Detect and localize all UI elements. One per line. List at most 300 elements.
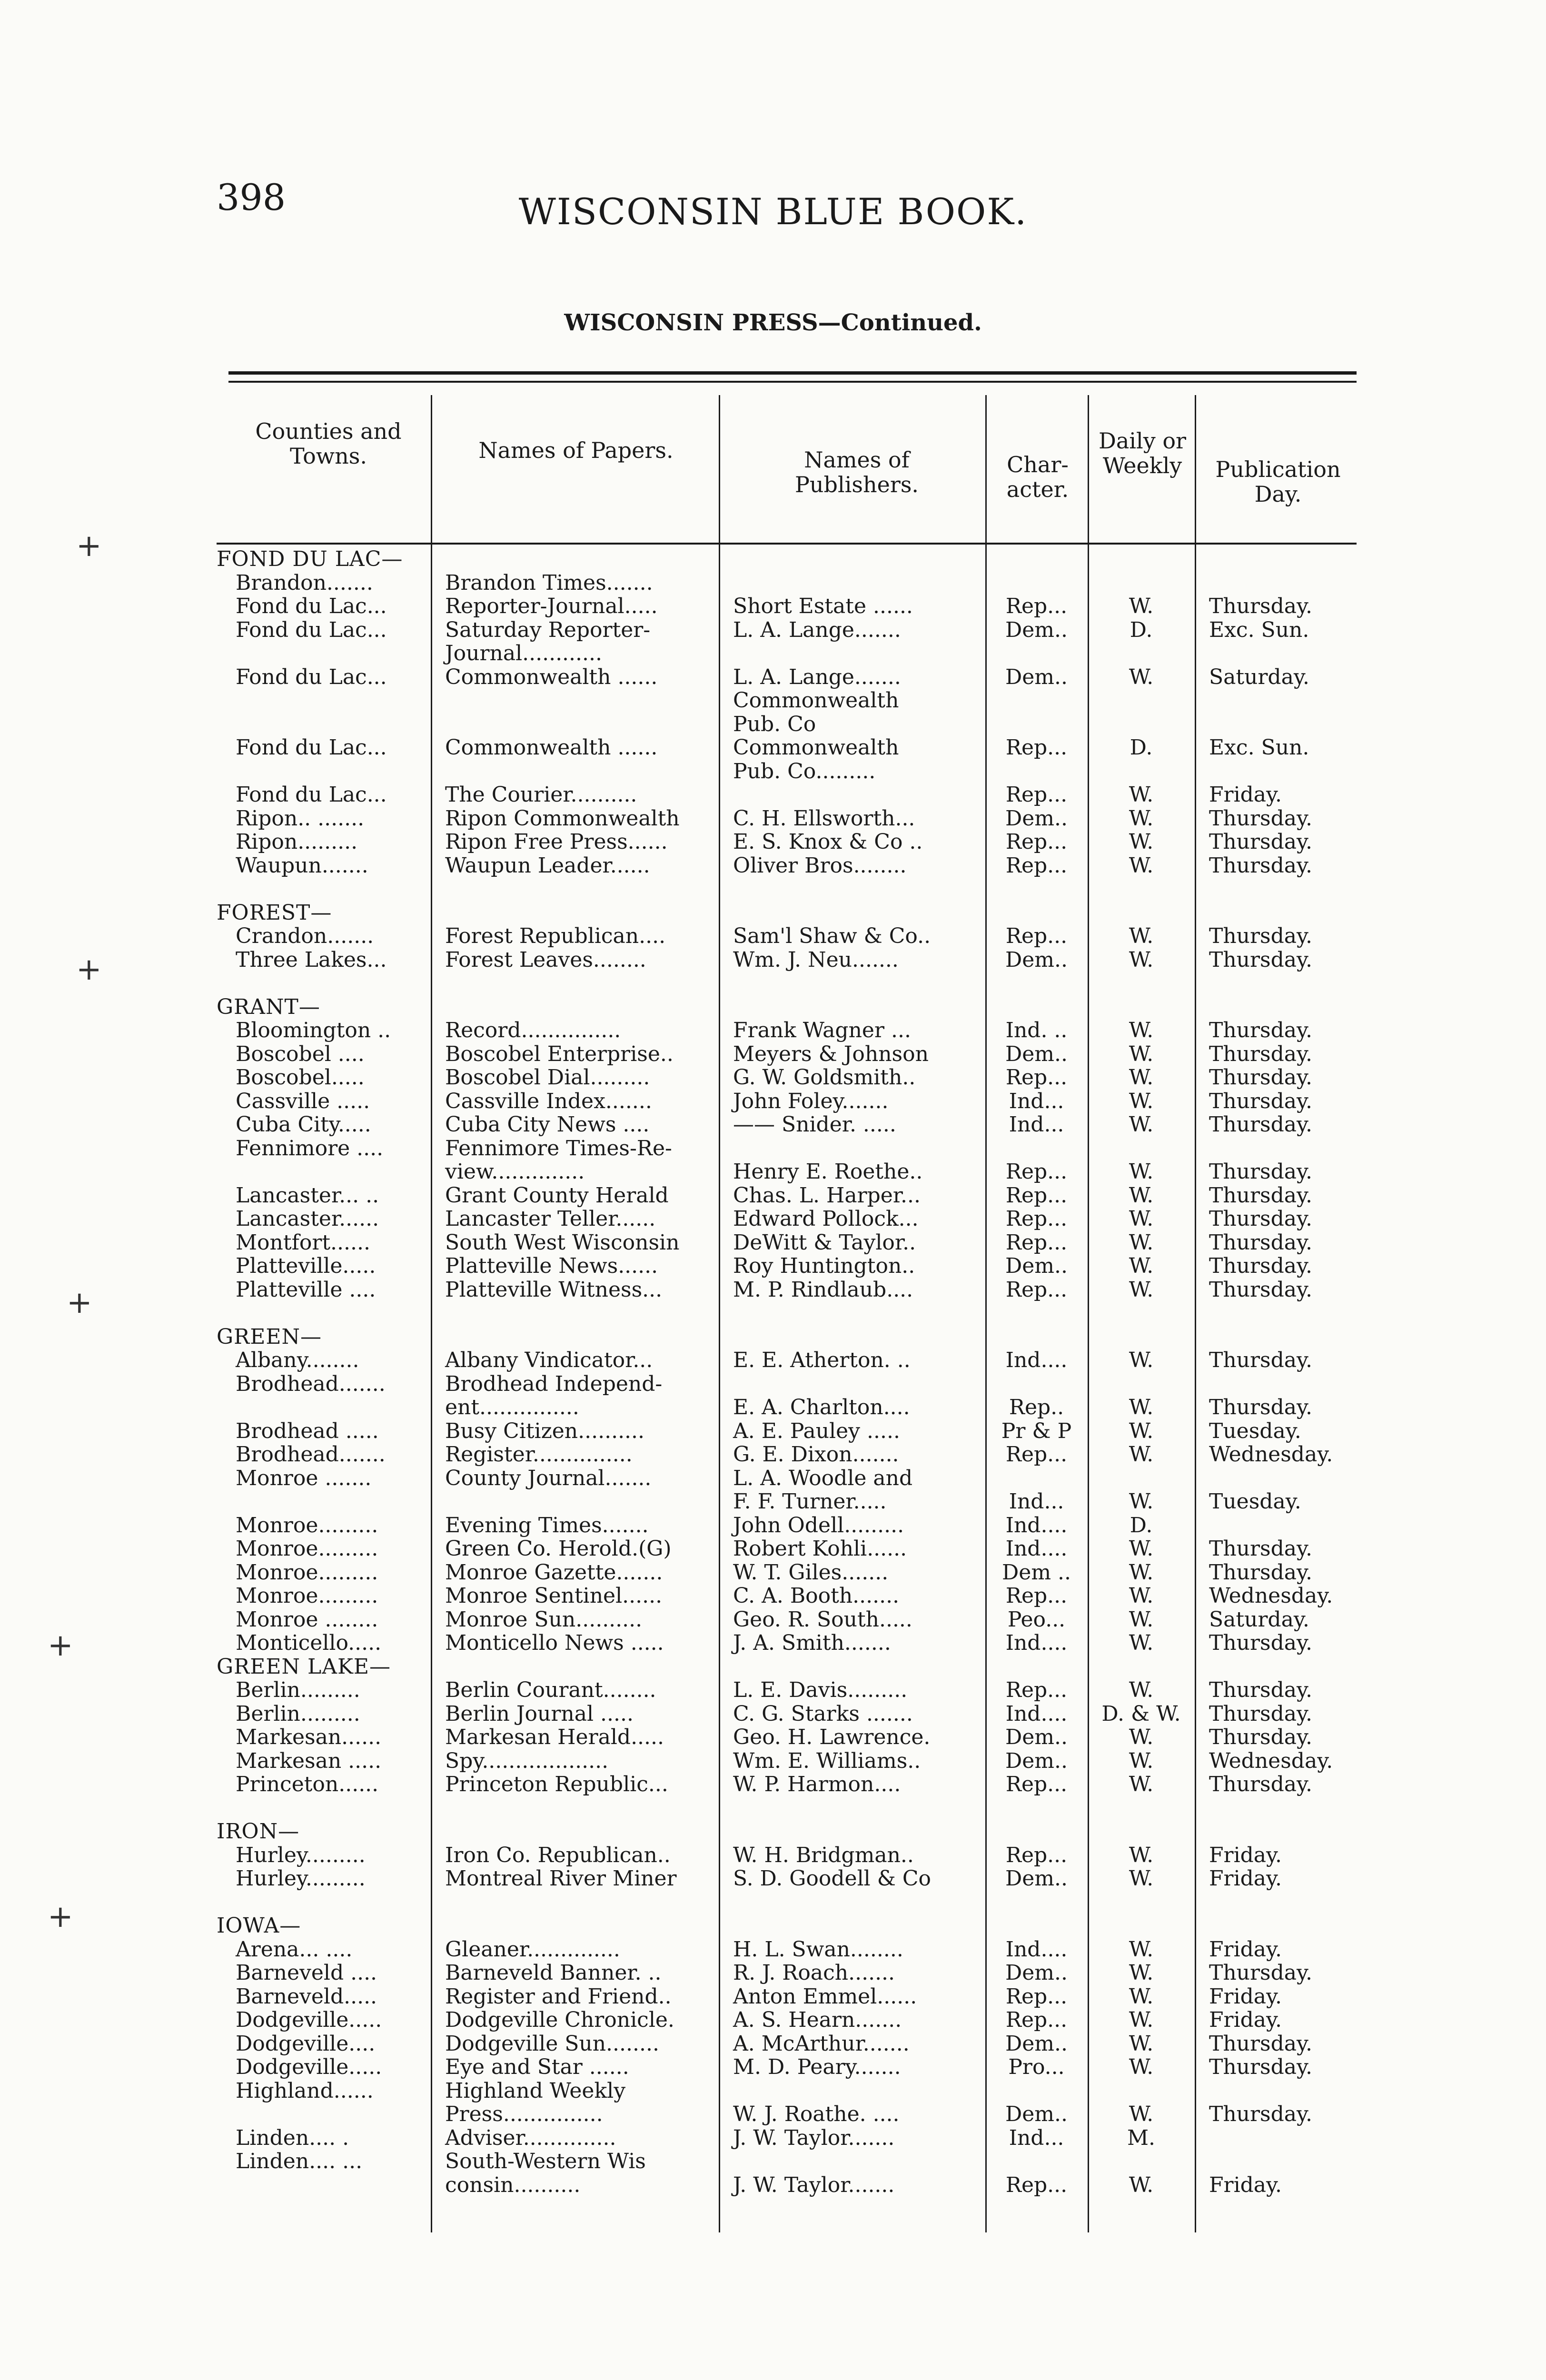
day-cell: [1195, 877, 1361, 901]
town-cell: Dodgeville....: [236, 2031, 376, 2056]
character-cell: Rep...: [1005, 1843, 1068, 1867]
header-frequency: Daily or Weekly: [1098, 428, 1187, 478]
paper-cell: County Journal.......: [445, 1466, 652, 1490]
publisher-cell: C. G. Starks .......: [733, 1701, 913, 1726]
town-cell: Cuba City.....: [236, 1112, 371, 1137]
character-cell: Rep...: [1005, 1230, 1068, 1255]
day-cell: [1195, 547, 1361, 571]
character-cell: Rep...: [1005, 1584, 1068, 1608]
day-cell: Thursday.: [1209, 1065, 1313, 1090]
table-row: [0, 1019, 1546, 1042]
paper-cell: Commonwealth ......: [445, 664, 658, 689]
town-cell: Monroe.........: [236, 1513, 378, 1537]
publisher-cell: [719, 2079, 985, 2103]
table-row: [0, 1490, 1546, 1514]
table-row: [0, 1372, 1546, 1396]
county-heading: FOREST—: [217, 900, 332, 925]
publisher-cell: M. P. Rindlaub....: [733, 1277, 913, 1302]
publisher-cell: L. A. Woodle and: [733, 1466, 913, 1490]
day-cell: Thursday.: [1209, 1631, 1313, 1655]
town-cell: Princeton......: [236, 1772, 379, 1796]
paper-cell: Commonwealth ......: [445, 735, 658, 760]
character-cell: [985, 1891, 1088, 1914]
publisher-cell: [719, 972, 985, 995]
paper-cell: [431, 1325, 719, 1349]
paper-cell: Spy...................: [445, 1748, 609, 1773]
character-cell: [985, 901, 1088, 925]
character-cell: Ind. ..: [1005, 1018, 1068, 1042]
frequency-cell: W.: [1129, 1207, 1154, 1231]
paper-cell: Press...............: [445, 2102, 603, 2126]
frequency-cell: [1088, 760, 1195, 783]
county-heading: IOWA—: [217, 1914, 301, 1938]
table-row: [0, 1608, 1546, 1632]
frequency-cell: W.: [1129, 1866, 1154, 1891]
frequency-cell: W.: [1129, 1961, 1154, 1985]
table-row: [0, 1844, 1546, 1867]
county-heading: GREEN LAKE—: [217, 1654, 391, 1679]
day-cell: Thursday.: [1209, 1160, 1313, 1184]
table-row: [0, 1254, 1546, 1278]
day-cell: [1195, 972, 1361, 995]
publisher-cell: Roy Huntington..: [733, 1254, 915, 1278]
table-row: [0, 1514, 1546, 1537]
frequency-cell: W.: [1129, 924, 1154, 948]
publisher-cell: Pub. Co.........: [733, 759, 876, 783]
paper-cell: Adviser..............: [445, 2125, 616, 2150]
table-row: [0, 783, 1546, 807]
town-cell: [217, 1396, 431, 1419]
paper-cell: Fennimore Times-Re-: [445, 1136, 672, 1160]
town-cell: Waupun.......: [236, 853, 368, 878]
day-cell: Friday.: [1209, 783, 1282, 807]
margin-mark: +: [76, 952, 102, 987]
header-rule: [217, 543, 1357, 545]
paper-cell: Register...............: [445, 1442, 633, 1467]
town-cell: Fond du Lac...: [236, 617, 387, 642]
day-cell: Thursday.: [1209, 1395, 1313, 1419]
publisher-cell: A. McArthur.......: [733, 2031, 910, 2056]
publisher-cell: G. E. Dixon.......: [733, 1442, 899, 1467]
table-row: [0, 595, 1546, 618]
town-cell: Ripon.........: [236, 830, 358, 854]
frequency-cell: [1088, 1655, 1195, 1679]
frequency-cell: [1088, 689, 1195, 713]
publisher-cell: Sam'l Shaw & Co..: [733, 924, 931, 948]
frequency-cell: W.: [1129, 947, 1154, 972]
frequency-cell: W.: [1129, 2102, 1154, 2126]
character-cell: Ind...: [1009, 2125, 1064, 2150]
frequency-cell: [1088, 713, 1195, 736]
table-row: [0, 736, 1546, 760]
table-row: [0, 1467, 1546, 1490]
publisher-cell: [719, 1914, 985, 1938]
character-cell: Dem..: [1005, 1254, 1068, 1278]
publisher-cell: [719, 1301, 985, 1325]
frequency-cell: W.: [1129, 664, 1154, 689]
table-row: [0, 1985, 1546, 2009]
day-cell: Exc. Sun.: [1209, 617, 1309, 642]
frequency-cell: W.: [1129, 1230, 1154, 1255]
day-cell: Friday.: [1209, 1937, 1282, 1962]
table-row: [0, 924, 1546, 948]
day-cell: Thursday.: [1209, 853, 1313, 878]
table-row: [0, 1160, 1546, 1184]
publisher-cell: W. H. Bridgman..: [733, 1843, 914, 1867]
day-cell: [1195, 1914, 1361, 1938]
character-cell: Rep...: [1005, 853, 1068, 878]
character-cell: [985, 689, 1088, 713]
town-cell: [217, 1891, 431, 1914]
paper-cell: Register and Friend..: [445, 1984, 672, 2009]
day-cell: Wednesday.: [1209, 1748, 1333, 1773]
day-cell: Friday.: [1209, 2008, 1282, 2032]
table-row: [0, 1891, 1546, 1914]
character-cell: Dem..: [1005, 1041, 1068, 1066]
town-cell: Barneveld ....: [236, 1961, 377, 1985]
day-cell: Thursday.: [1209, 924, 1313, 948]
town-cell: Linden.... ...: [236, 2149, 363, 2173]
table-row: [0, 1961, 1546, 1985]
paper-cell: [431, 689, 719, 713]
day-cell: Tuesday.: [1209, 1418, 1301, 1443]
character-cell: [985, 1820, 1088, 1844]
day-cell: Tuesday.: [1209, 1489, 1301, 1514]
publisher-cell: M. D. Peary.......: [733, 2055, 901, 2079]
character-cell: [985, 877, 1088, 901]
character-cell: [985, 1467, 1088, 1490]
table-row: [0, 1726, 1546, 1749]
frequency-cell: W.: [1129, 1065, 1154, 1090]
publisher-cell: E. A. Charlton....: [733, 1395, 910, 1419]
character-cell: Rep...: [1005, 1160, 1068, 1184]
character-cell: Dem..: [1005, 664, 1068, 689]
table-row: [0, 1561, 1546, 1585]
paper-cell: Brandon Times.......: [445, 570, 653, 595]
table-row: [0, 1773, 1546, 1796]
paper-cell: [431, 877, 719, 901]
paper-cell: Boscobel Dial.........: [445, 1065, 650, 1090]
character-cell: [985, 1301, 1088, 1325]
frequency-cell: [1088, 642, 1195, 665]
day-cell: [1195, 1372, 1361, 1396]
publisher-cell: C. A. Booth.......: [733, 1584, 900, 1608]
publisher-cell: Wm. E. Williams..: [733, 1748, 921, 1773]
town-cell: Crandon.......: [236, 924, 374, 948]
table-row: [0, 760, 1546, 783]
character-cell: Rep...: [1005, 830, 1068, 854]
frequency-cell: [1088, 1820, 1195, 1844]
frequency-cell: [1088, 1891, 1195, 1914]
frequency-cell: W.: [1129, 853, 1154, 878]
day-cell: [1195, 1655, 1361, 1679]
day-cell: Thursday.: [1209, 1183, 1313, 1208]
character-cell: [985, 713, 1088, 736]
publisher-cell: [719, 1372, 985, 1396]
day-cell: [1195, 571, 1361, 595]
paper-cell: [431, 995, 719, 1019]
paper-cell: [431, 760, 719, 783]
character-cell: Ind....: [1005, 1701, 1068, 1726]
paper-cell: Monroe Gazette.......: [445, 1560, 663, 1585]
town-cell: Lancaster......: [236, 1207, 379, 1231]
paper-cell: Brodhead Independ-: [445, 1371, 663, 1396]
character-cell: Ind....: [1005, 1937, 1068, 1962]
paper-cell: Platteville News......: [445, 1254, 658, 1278]
paper-cell: Princeton Republic...: [445, 1772, 668, 1796]
table-row: [0, 618, 1546, 642]
frequency-cell: W.: [1129, 1018, 1154, 1042]
paper-cell: consin..........: [445, 2172, 581, 2197]
character-cell: Rep...: [1005, 735, 1068, 760]
frequency-cell: W.: [1129, 1348, 1154, 1372]
day-cell: Wednesday.: [1209, 1442, 1333, 1467]
town-cell: Barneveld.....: [236, 1984, 377, 2009]
town-cell: [217, 1490, 431, 1514]
town-cell: Highland......: [236, 2078, 374, 2103]
header-day: Publication Day.: [1215, 456, 1341, 507]
character-cell: Rep...: [1005, 1442, 1068, 1467]
publisher-cell: C. H. Ellsworth...: [733, 806, 915, 831]
publisher-cell: Frank Wagner ...: [733, 1018, 911, 1042]
paper-cell: Grant County Herald: [445, 1183, 669, 1208]
town-cell: [217, 1796, 431, 1820]
character-cell: Rep...: [1005, 783, 1068, 807]
town-cell: [217, 1301, 431, 1325]
paper-cell: Platteville Witness...: [445, 1277, 663, 1302]
publisher-cell: W. T. Giles.......: [733, 1560, 889, 1585]
publisher-cell: [719, 642, 985, 665]
day-cell: Friday.: [1209, 1984, 1282, 2009]
frequency-cell: [1088, 995, 1195, 1019]
table-row: [0, 1090, 1546, 1113]
frequency-cell: W.: [1129, 2055, 1154, 2079]
table-row: [0, 877, 1546, 901]
publisher-cell: [719, 1891, 985, 1914]
publisher-cell: A. S. Hearn.......: [733, 2008, 902, 2032]
town-cell: Three Lakes...: [236, 947, 387, 972]
publisher-cell: Robert Kohli......: [733, 1537, 907, 1561]
publisher-cell: [719, 1796, 985, 1820]
day-cell: [1195, 995, 1361, 1019]
top-rule: [228, 371, 1357, 375]
frequency-cell: W.: [1129, 783, 1154, 807]
paper-cell: Cuba City News ....: [445, 1112, 650, 1137]
day-cell: Thursday.: [1209, 1725, 1313, 1749]
paper-cell: Evening Times.......: [445, 1513, 649, 1537]
day-cell: Thursday.: [1209, 806, 1313, 831]
character-cell: Dem..: [1005, 2102, 1068, 2126]
town-cell: Fond du Lac...: [236, 664, 387, 689]
frequency-cell: [1088, 2079, 1195, 2103]
character-cell: [985, 1372, 1088, 1396]
publisher-cell: John Foley.......: [733, 1089, 889, 1113]
table-row: [0, 1231, 1546, 1255]
publisher-cell: E. E. Atherton. ..: [733, 1348, 911, 1372]
day-cell: [1195, 1467, 1361, 1490]
header-publishers: Names of Publishers.: [794, 447, 919, 497]
paper-cell: Dodgeville Chronicle.: [445, 2008, 674, 2032]
frequency-cell: W.: [1129, 1041, 1154, 1066]
paper-cell: Dodgeville Sun........: [445, 2031, 659, 2056]
town-cell: [217, 2173, 431, 2197]
town-cell: Hurley.........: [236, 1866, 366, 1891]
frequency-cell: [1088, 1467, 1195, 1490]
table-row: [0, 2173, 1546, 2197]
paper-cell: South-Western Wis: [445, 2149, 646, 2173]
publisher-cell: H. L. Swan........: [733, 1937, 903, 1962]
day-cell: [1195, 2079, 1361, 2103]
publisher-cell: E. S. Knox & Co ..: [733, 830, 923, 854]
publisher-cell: John Odell.........: [733, 1513, 904, 1537]
character-cell: Peo...: [1007, 1607, 1066, 1632]
page-number: 398: [217, 176, 286, 218]
town-cell: Cassville .....: [236, 1089, 370, 1113]
character-cell: [985, 1325, 1088, 1349]
table-row: [0, 1278, 1546, 1302]
table-row: [0, 2150, 1546, 2173]
publisher-cell: J. A. Smith.......: [733, 1631, 891, 1655]
day-cell: [1195, 1137, 1361, 1160]
town-cell: Hurley.........: [236, 1843, 366, 1867]
character-cell: Dem..: [1005, 947, 1068, 972]
day-cell: Thursday.: [1209, 1772, 1313, 1796]
publisher-cell: W. J. Roathe. ....: [733, 2102, 900, 2126]
header-papers: Names of Papers.: [478, 437, 674, 463]
frequency-cell: W.: [1129, 1772, 1154, 1796]
frequency-cell: W.: [1129, 1843, 1154, 1867]
character-cell: Dem..: [1005, 617, 1068, 642]
frequency-cell: D.: [1130, 617, 1153, 642]
town-cell: Brodhead.......: [236, 1442, 386, 1467]
character-cell: Ind...: [1009, 1089, 1064, 1113]
publisher-cell: Henry E. Roethe..: [733, 1160, 923, 1184]
publisher-cell: Wm. J. Neu.......: [733, 947, 899, 972]
town-cell: Arena... ....: [236, 1937, 353, 1962]
town-cell: Markesan......: [236, 1725, 382, 1749]
paper-cell: Monroe Sun..........: [445, 1607, 643, 1632]
table-row: [0, 1537, 1546, 1561]
publisher-cell: [719, 1137, 985, 1160]
paper-cell: [431, 901, 719, 925]
character-cell: Rep...: [1005, 1772, 1068, 1796]
publisher-cell: Short Estate ......: [733, 594, 913, 618]
frequency-cell: W.: [1129, 1584, 1154, 1608]
publisher-cell: —— Snider. .....: [733, 1112, 896, 1137]
character-cell: Ind....: [1005, 1631, 1068, 1655]
character-cell: [985, 1796, 1088, 1820]
character-cell: [985, 760, 1088, 783]
day-cell: Friday.: [1209, 1843, 1282, 1867]
town-cell: Berlin.........: [236, 1701, 360, 1726]
publisher-cell: Commonwealth: [733, 688, 899, 713]
town-cell: Boscobel ....: [236, 1041, 365, 1066]
table-row: [0, 1443, 1546, 1467]
table-row: [0, 807, 1546, 831]
day-cell: [1195, 1514, 1361, 1537]
day-cell: [1195, 2126, 1361, 2150]
margin-mark: +: [48, 1899, 73, 1934]
top-rule-thin: [228, 381, 1357, 383]
paper-cell: Montreal River Miner: [445, 1866, 677, 1891]
frequency-cell: [1088, 1796, 1195, 1820]
character-cell: Pro...: [1008, 2055, 1065, 2079]
table-row: [0, 1325, 1546, 1349]
book-title: WISCONSIN BLUE BOOK.: [518, 190, 1028, 233]
frequency-cell: [1088, 1137, 1195, 1160]
character-cell: Rep...: [1005, 1277, 1068, 1302]
frequency-cell: W.: [1129, 2031, 1154, 2056]
frequency-cell: [1088, 877, 1195, 901]
frequency-cell: D.: [1130, 735, 1153, 760]
character-cell: [985, 972, 1088, 995]
day-cell: Thursday.: [1209, 1961, 1313, 1985]
day-cell: Thursday.: [1209, 2102, 1313, 2126]
character-cell: [985, 571, 1088, 595]
character-cell: Rep...: [1005, 2008, 1068, 2032]
paper-cell: Boscobel Enterprise..: [445, 1041, 674, 1066]
frequency-cell: [1088, 571, 1195, 595]
frequency-cell: [1088, 1325, 1195, 1349]
table-row: [0, 1678, 1546, 1702]
character-cell: Dem..: [1005, 2031, 1068, 2056]
table-row: [0, 995, 1546, 1019]
margin-mark: +: [76, 528, 102, 564]
day-cell: Thursday.: [1209, 947, 1313, 972]
publisher-cell: [719, 1655, 985, 1679]
county-heading: GREEN—: [217, 1324, 322, 1349]
table-row: [0, 1914, 1546, 1938]
table-row: [0, 1655, 1546, 1679]
paper-cell: Highland Weekly: [445, 2078, 626, 2103]
frequency-cell: [1088, 972, 1195, 995]
paper-cell: Eye and Star ......: [445, 2055, 629, 2079]
table-row: [0, 2126, 1546, 2150]
table-row: [0, 642, 1546, 665]
town-cell: Bloomington ..: [236, 1018, 391, 1042]
character-cell: Rep...: [1005, 1678, 1068, 1702]
publisher-cell: Meyers & Johnson: [733, 1041, 929, 1066]
day-cell: [1195, 1796, 1361, 1820]
paper-cell: [431, 972, 719, 995]
paper-cell: [431, 713, 719, 736]
table-row: [0, 1820, 1546, 1844]
paper-cell: South West Wisconsin: [445, 1230, 680, 1255]
table-row: [0, 665, 1546, 689]
character-cell: Rep...: [1005, 1065, 1068, 1090]
table-title: WISCONSIN PRESS—Continued.: [564, 309, 982, 336]
frequency-cell: W.: [1129, 1442, 1154, 1467]
character-cell: Rep...: [1005, 2172, 1068, 2197]
town-cell: Fond du Lac...: [236, 594, 387, 618]
character-cell: Rep..: [1009, 1395, 1064, 1419]
frequency-cell: W.: [1129, 2008, 1154, 2032]
table-row: [0, 1137, 1546, 1160]
town-cell: Brodhead.......: [236, 1371, 386, 1396]
table-row: [0, 1396, 1546, 1419]
frequency-cell: W.: [1129, 1984, 1154, 2009]
day-cell: Friday.: [1209, 2172, 1282, 2197]
paper-cell: Ripon Free Press......: [445, 830, 668, 854]
paper-cell: Monticello News .....: [445, 1631, 664, 1655]
table-row: [0, 547, 1546, 571]
paper-cell: Gleaner..............: [445, 1937, 620, 1962]
publisher-cell: [719, 547, 985, 571]
publisher-cell: L. E. Davis.........: [733, 1678, 908, 1702]
publisher-cell: J. W. Taylor.......: [733, 2125, 895, 2150]
character-cell: Dem ..: [1002, 1560, 1071, 1585]
table-row: [0, 1796, 1546, 1820]
